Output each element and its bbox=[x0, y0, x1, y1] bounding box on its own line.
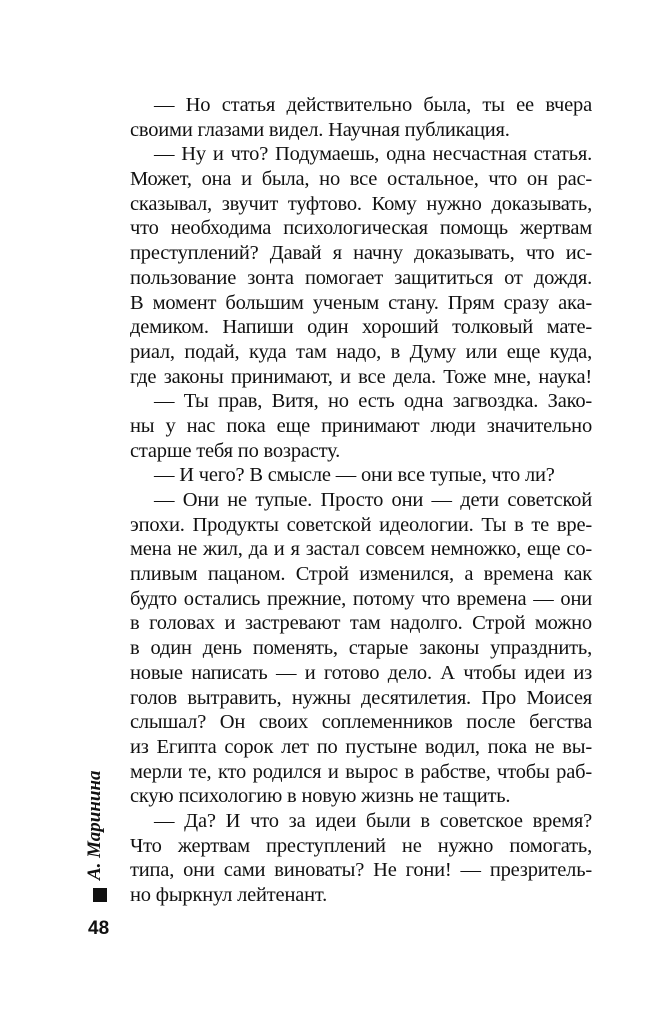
text-line: старше тебя по возрасту. bbox=[130, 439, 341, 462]
text-line: голов вытравить, нужны десятилетия. Про Моисея bbox=[130, 686, 592, 709]
text-line: скую психологию в новую жизнь не тащить. bbox=[130, 785, 511, 808]
text-line: Что жертвам преступлений не нужно помогать, bbox=[130, 834, 592, 857]
text-line: где законы принимают, и все дела. Тоже мне, наука! bbox=[130, 365, 592, 388]
text-line: — Ну и что? Подумаешь, одна несчастная статья. bbox=[154, 143, 592, 166]
text-line: — И чего? В смысле — они все тупые, что ли? bbox=[154, 464, 555, 487]
text-line: ны у нас пока еще принимают люди значительно bbox=[130, 414, 592, 437]
text-line: — Они не тупые. Просто они — дети советской bbox=[154, 489, 592, 511]
running-head-author: А. Маринина bbox=[84, 770, 105, 880]
text-line: из Египта сорок лет по пустыне водил, пока не вы- bbox=[130, 735, 592, 758]
text-line: в один день поменять, старые законы упразднить, bbox=[130, 637, 592, 660]
text-line: Может, она и была, но все остальное, что он рас- bbox=[130, 168, 592, 191]
text-line: — Но статья действительно была, ты ее вчера bbox=[154, 94, 592, 116]
text-line: новые написать — и готово дело. А чтобы идеи из bbox=[130, 661, 592, 684]
text-line: что необходима психологическая помощь жертвам bbox=[130, 217, 592, 240]
body-text bbox=[130, 93, 592, 908]
text-line: слышал? Он своих соплеменников после бегства bbox=[130, 711, 592, 734]
text-line: — Да? И что за идеи были в советское время? bbox=[154, 809, 592, 832]
page-number: 48 bbox=[88, 918, 110, 939]
text-line: пользование зонта помогает защититься от дождя. bbox=[130, 266, 592, 289]
text-line: мена не жил, да и я застал совсем немножко, еще со- bbox=[130, 538, 592, 561]
text-line: — Ты прав, Витя, но есть одна загвоздка. Зако- bbox=[154, 390, 592, 413]
text-line: но фыркнул лейтенант. bbox=[130, 884, 328, 906]
text-line: сказывал, звучит туфтово. Кому нужно доказывать, bbox=[130, 192, 592, 215]
text-line: риал, подай, куда там надо, в Думу или еще куда, bbox=[130, 340, 592, 363]
text-line: типа, они сами виноваты? Не гони! — презритель- bbox=[130, 859, 592, 882]
text-line: демиком. Напиши один хороший толковый мате- bbox=[130, 316, 592, 339]
text-line: преступлений? Давай я начну доказывать, что ис- bbox=[130, 242, 592, 265]
text-line: будто остались прежние, потому что времена — они bbox=[130, 587, 592, 610]
text-line: В момент большим ученым стану. Прям сразу ака- bbox=[130, 291, 592, 314]
text-line: эпохи. Продукты советской идеологии. Ты в те вре- bbox=[130, 513, 592, 536]
text-line: пливым пацаном. Строй изменился, а времена как bbox=[130, 563, 592, 586]
text-line: своими глазами видел. Научная публикация. bbox=[130, 118, 510, 141]
square-marker-icon bbox=[93, 888, 107, 902]
text-line: в головах и застревают там надолго. Строй можно bbox=[130, 612, 592, 635]
text-line: мерли те, кто родился и вырос в рабстве, чтобы раб- bbox=[130, 760, 592, 783]
